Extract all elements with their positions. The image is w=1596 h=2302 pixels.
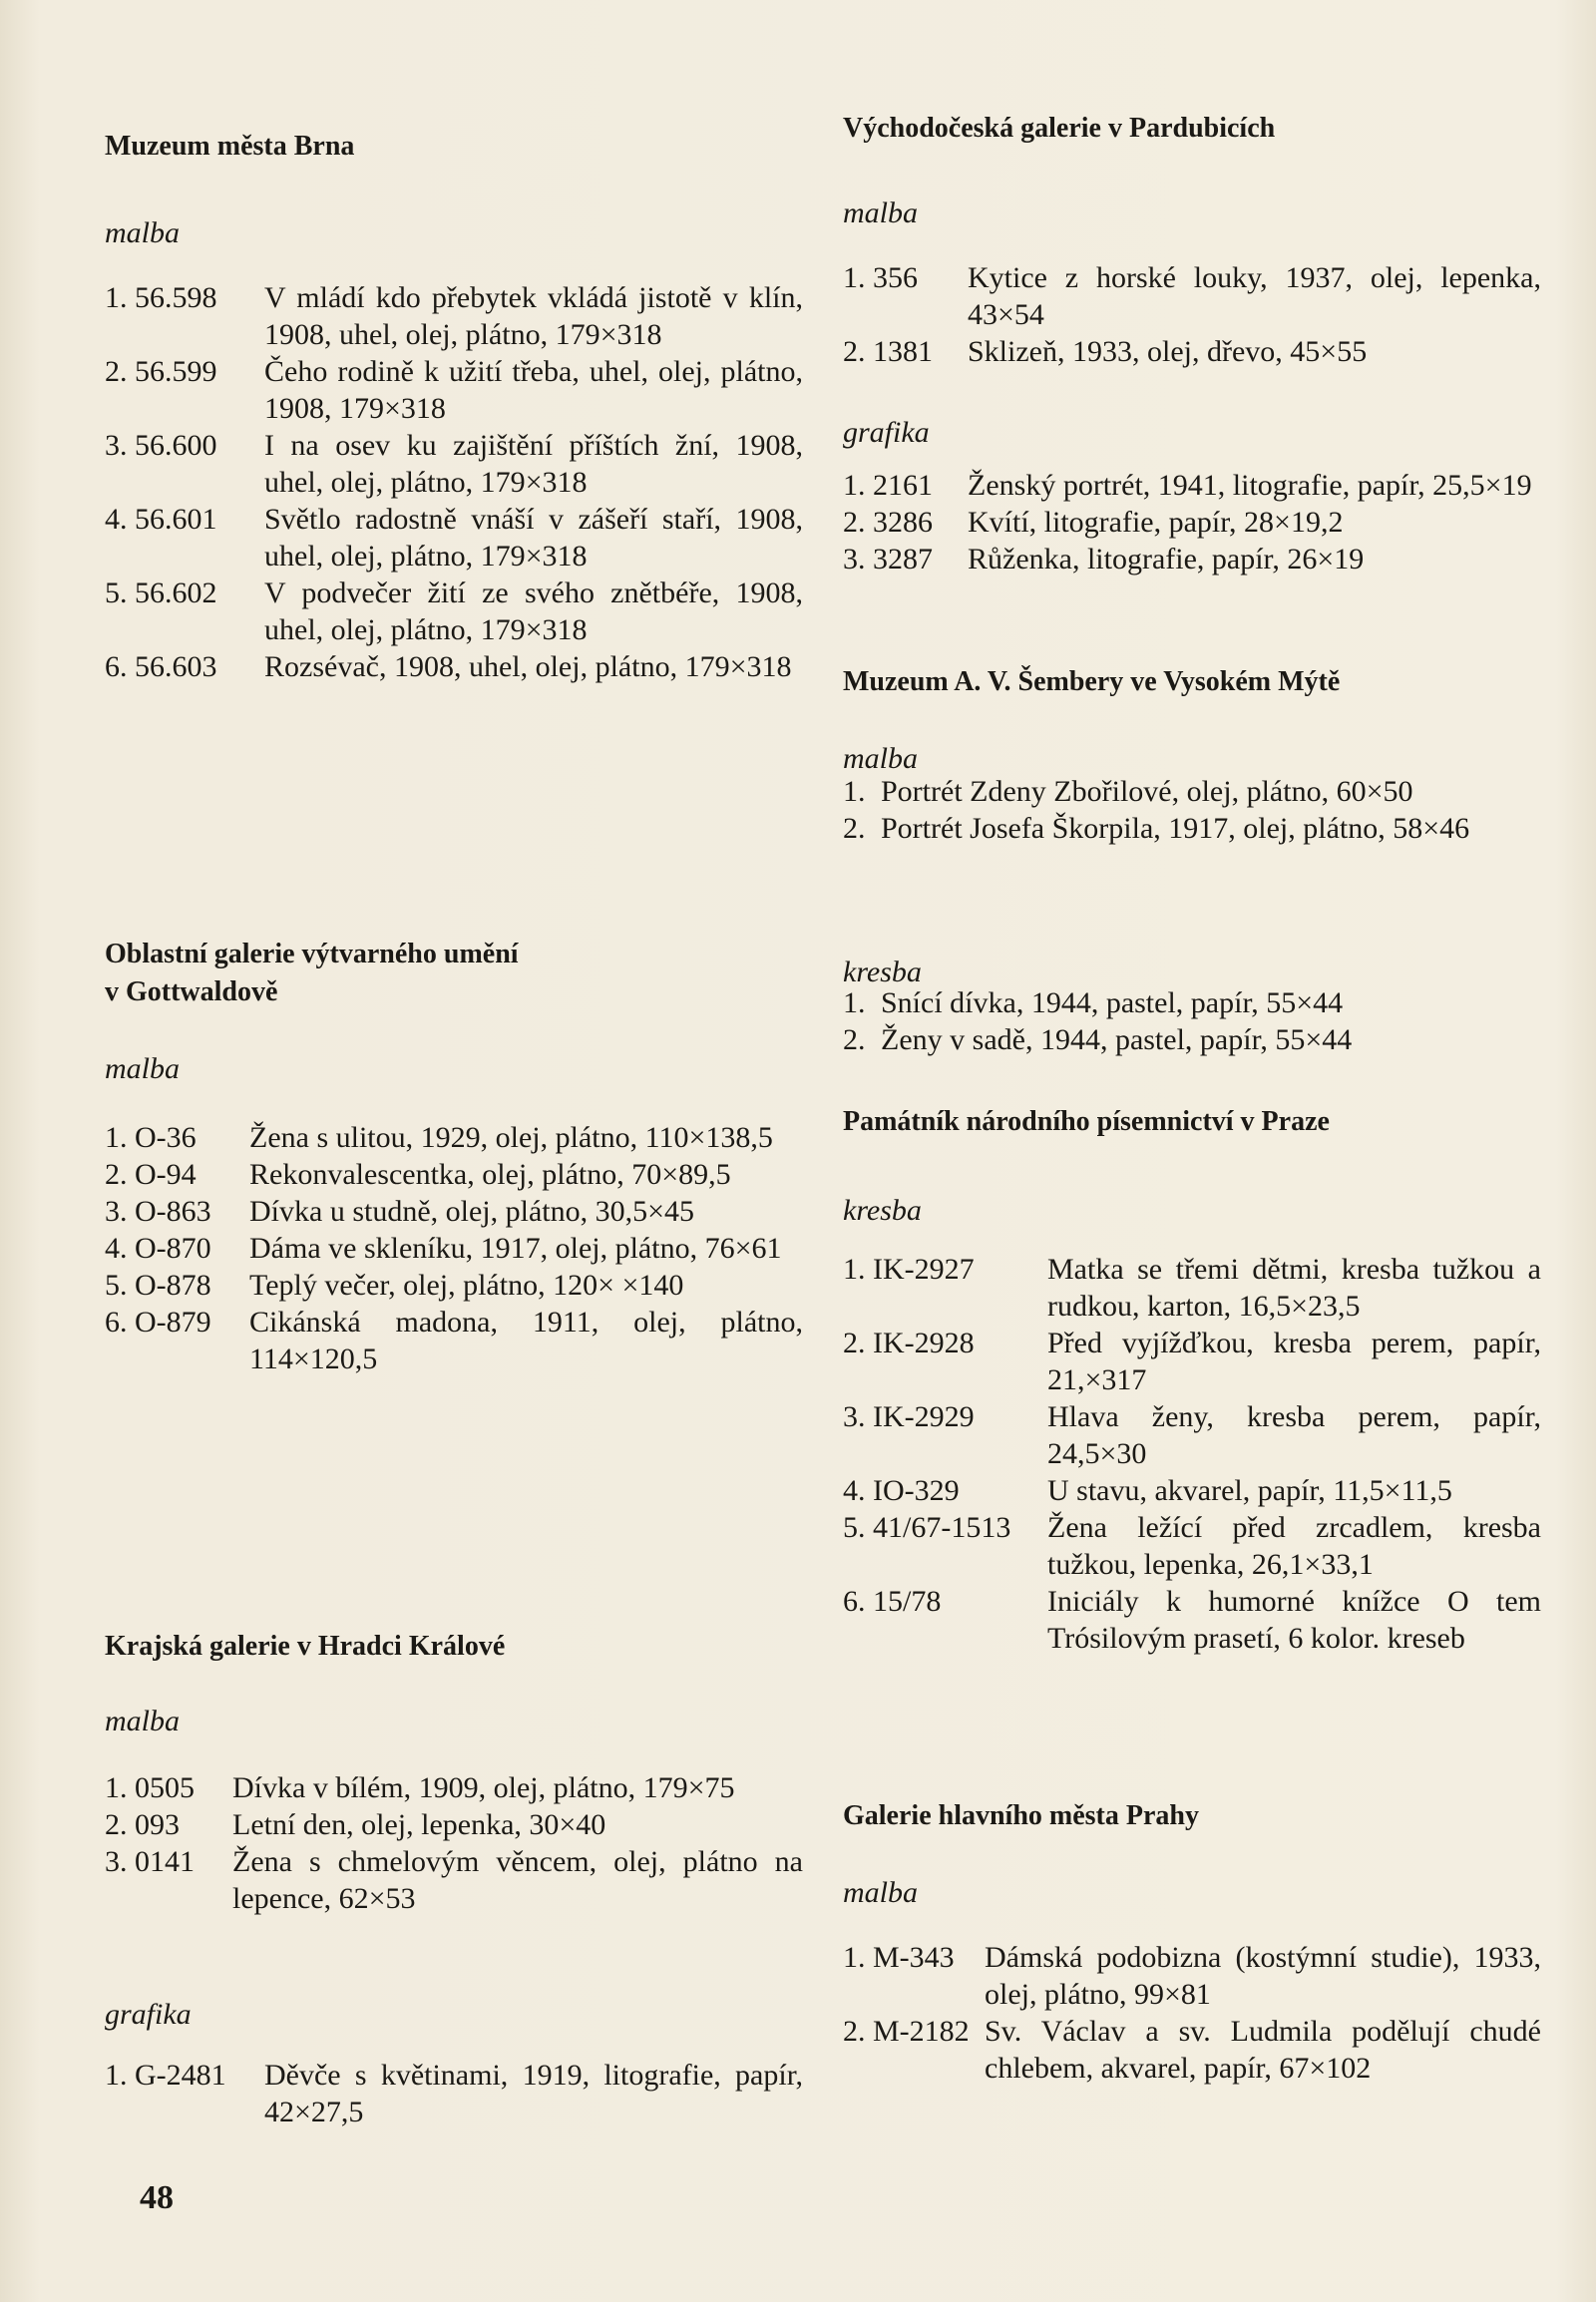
item-number: 2. M-2182 — [843, 2015, 970, 2048]
list-item — [105, 2057, 803, 2130]
item-description: Žena s ulitou, 1929, olej, plátno, 110×138,5 — [249, 1121, 773, 1154]
category-label: kresba — [843, 956, 922, 988]
list-item — [843, 541, 1541, 577]
list-item — [105, 353, 803, 427]
item-list — [105, 1769, 803, 1917]
item-description: Děvče s květinami, 1919, litografie, papír, 42×27,5 — [264, 2059, 803, 2128]
item-number: 1. 2161 — [843, 469, 933, 502]
list-item — [843, 333, 1541, 370]
list-item — [843, 1583, 1541, 1657]
list-item — [843, 504, 1541, 541]
item-description: V podvečer žití ze svého znětbéře, 1908, uhel, olej, plátno, 179×318 — [264, 576, 803, 646]
item-number: 1. IK-2927 — [843, 1253, 975, 1286]
item-number: 1. — [843, 775, 866, 808]
list-item — [105, 1843, 803, 1917]
item-number: 2. 093 — [105, 1808, 180, 1841]
item-description: Ženský portrét, 1941, litografie, papír, 25,5×19 — [968, 469, 1532, 502]
item-description: Kytice z horské louky, 1937, olej, lepenka, 43×54 — [968, 261, 1541, 331]
item-number: 5. 56.602 — [105, 576, 217, 609]
list-item — [105, 1119, 803, 1156]
item-number: 4. O-870 — [105, 1232, 211, 1265]
item-number: 6. 56.603 — [105, 650, 217, 683]
list-item — [843, 810, 1541, 847]
item-number: 5. 41/67-1513 — [843, 1511, 1011, 1544]
list-item — [843, 1325, 1541, 1398]
category-label: grafika — [105, 1998, 192, 2031]
list-item — [843, 1509, 1541, 1583]
item-list — [105, 279, 803, 685]
item-description: Žena s chmelovým věncem, olej, plátno na lepence, 62×53 — [232, 1845, 803, 1915]
list-item — [105, 1267, 803, 1304]
item-description: Žena ležící před zrcadlem, kresba tužkou, lepenka, 26,1×33,1 — [1047, 1511, 1541, 1581]
item-description: Teplý večer, olej, plátno, 120× ×140 — [249, 1269, 684, 1302]
item-number: 2. 56.599 — [105, 355, 217, 388]
item-number: 1. G-2481 — [105, 2059, 226, 2092]
item-list — [843, 467, 1541, 577]
list-item — [105, 501, 803, 575]
item-description: Cikánská madona, 1911, olej, plátno, 114×120,5 — [249, 1306, 803, 1375]
item-number: 5. O-878 — [105, 1269, 211, 1302]
list-item — [843, 773, 1541, 810]
item-description: I na osev ku zajištění příštích žní, 1908, uhel, olej, plátno, 179×318 — [264, 429, 803, 499]
item-description: Dívka v bílém, 1909, olej, plátno, 179×75 — [232, 1771, 735, 1804]
list-item — [105, 427, 803, 501]
item-description: Matka se třemi dětmi, kresba tužkou a rudkou, karton, 16,5×23,5 — [1047, 1253, 1541, 1323]
section-heading: Oblastní galerie výtvarného umění v Gottwaldově — [105, 939, 519, 1007]
item-number: 4. IO-329 — [843, 1474, 960, 1507]
item-list — [843, 1251, 1541, 1657]
item-number: 1. — [843, 986, 866, 1019]
list-item — [843, 259, 1541, 333]
item-number: 1. M-343 — [843, 1941, 955, 1974]
item-description: Snící dívka, 1944, pastel, papír, 55×44 — [881, 986, 1344, 1019]
section-myto — [843, 663, 1541, 1056]
item-description: Iniciály k humorné knížce O tem Trósilovým prasetí, 6 kolor. kreseb — [1047, 1585, 1541, 1655]
item-list — [105, 2057, 803, 2130]
section-galerie-prahy — [843, 1797, 1541, 2085]
item-description: Růženka, litografie, papír, 26×19 — [968, 543, 1365, 576]
section-pardubice — [843, 110, 1541, 576]
item-description: Čeho rodině k užití třeba, uhel, olej, plátno, 1908, 179×318 — [264, 355, 803, 425]
section-hradec-kralove — [105, 1628, 803, 2128]
list-item — [105, 1156, 803, 1193]
item-description: Rekonvalescentka, olej, plátno, 70×89,5 — [249, 1158, 731, 1191]
list-item — [105, 1304, 803, 1377]
item-list — [843, 773, 1541, 847]
item-number: 3. 3287 — [843, 543, 933, 576]
item-number: 6. O-879 — [105, 1306, 211, 1339]
list-item — [105, 1230, 803, 1267]
item-list — [843, 984, 1541, 1058]
category-label: malba — [843, 742, 918, 775]
section-heading: Krajská galerie v Hradci Králové — [105, 1631, 506, 1662]
item-number: 1. 0505 — [105, 1771, 195, 1804]
category-label: malba — [105, 1705, 180, 1737]
section-muzeum-brna — [105, 128, 803, 683]
list-item — [105, 1806, 803, 1843]
item-number: 2. 1381 — [843, 335, 933, 368]
page-number: 48 — [140, 2179, 174, 2216]
list-item — [843, 1398, 1541, 1472]
item-description: Letní den, olej, lepenka, 30×40 — [232, 1808, 606, 1841]
section-pamatnik — [843, 1103, 1541, 1655]
item-description: Dáma ve skleníku, 1917, olej, plátno, 76×61 — [249, 1232, 782, 1265]
list-item — [105, 648, 803, 685]
item-number: 1. 56.598 — [105, 281, 217, 314]
item-number: 2. O-94 — [105, 1158, 197, 1191]
list-item — [843, 984, 1541, 1021]
section-heading: Východočeská galerie v Pardubicích — [843, 113, 1276, 144]
item-description: Sv. Václav a sv. Ludmila podělují chudé chlebem, akvarel, papír, 67×102 — [985, 2015, 1541, 2085]
item-description: Dámská podobizna (kostýmní studie), 1933, olej, plátno, 99×81 — [985, 1941, 1541, 2011]
item-number: 3. IK-2929 — [843, 1400, 975, 1433]
item-description: Portrét Zdeny Zbořilové, olej, plátno, 60×50 — [881, 775, 1413, 808]
section-gottwaldov — [105, 936, 803, 1375]
item-list — [843, 1939, 1541, 2087]
section-heading: Galerie hlavního města Prahy — [843, 1800, 1199, 1831]
list-item — [843, 1939, 1541, 2013]
item-description: U stavu, akvarel, papír, 11,5×11,5 — [1047, 1474, 1452, 1507]
item-description: Světlo radostně vnáší v zášeří staří, 1908, uhel, olej, plátno, 179×318 — [264, 503, 803, 573]
item-number: 1. 356 — [843, 261, 918, 294]
item-number: 2. IK-2928 — [843, 1327, 975, 1359]
category-label: kresba — [843, 1194, 922, 1227]
category-label: malba — [105, 1052, 180, 1085]
item-description: V mládí kdo přebytek vkládá jistotě v klín, 1908, uhel, olej, plátno, 179×318 — [264, 281, 803, 351]
list-item — [843, 1021, 1541, 1058]
list-item — [105, 279, 803, 353]
item-description: Ženy v sadě, 1944, pastel, papír, 55×44 — [881, 1023, 1353, 1056]
item-number: 6. 15/78 — [843, 1585, 942, 1618]
list-item — [843, 1251, 1541, 1325]
item-list — [105, 1119, 803, 1377]
list-item — [843, 1472, 1541, 1509]
section-heading: Muzeum města Brna — [105, 131, 355, 162]
item-description: Sklizeň, 1933, olej, dřevo, 45×55 — [968, 335, 1368, 368]
item-number: 3. 0141 — [105, 1845, 195, 1878]
list-item — [843, 2013, 1541, 2087]
item-number: 2. — [843, 812, 866, 845]
list-item — [105, 1193, 803, 1230]
item-description: Kvítí, litografie, papír, 28×19,2 — [968, 506, 1344, 539]
item-number: 1. O-36 — [105, 1121, 197, 1154]
section-heading: Památník národního písemnictví v Praze — [843, 1106, 1330, 1137]
item-description: Dívka u studně, olej, plátno, 30,5×45 — [249, 1195, 695, 1228]
category-label: grafika — [843, 416, 930, 449]
item-description: Rozsévač, 1908, uhel, olej, plátno, 179×318 — [264, 650, 792, 683]
section-heading: Muzeum A. V. Šembery ve Vysokém Mýtě — [843, 666, 1341, 697]
item-number: 2. — [843, 1023, 866, 1056]
list-item — [105, 575, 803, 648]
category-label: malba — [843, 1876, 918, 1909]
list-item — [843, 467, 1541, 504]
category-label: malba — [105, 216, 180, 249]
category-label: malba — [843, 196, 918, 229]
item-description: Portrét Josefa Škorpila, 1917, olej, plátno, 58×46 — [881, 812, 1470, 845]
item-number: 3. O-863 — [105, 1195, 211, 1228]
item-number: 2. 3286 — [843, 506, 933, 539]
item-description: Před vyjížďkou, kresba perem, papír, 21,×317 — [1047, 1327, 1541, 1396]
item-number: 3. 56.600 — [105, 429, 217, 462]
item-description: Hlava ženy, kresba perem, papír, 24,5×30 — [1047, 1400, 1541, 1470]
item-number: 4. 56.601 — [105, 503, 217, 536]
item-list — [843, 259, 1541, 370]
list-item — [105, 1769, 803, 1806]
